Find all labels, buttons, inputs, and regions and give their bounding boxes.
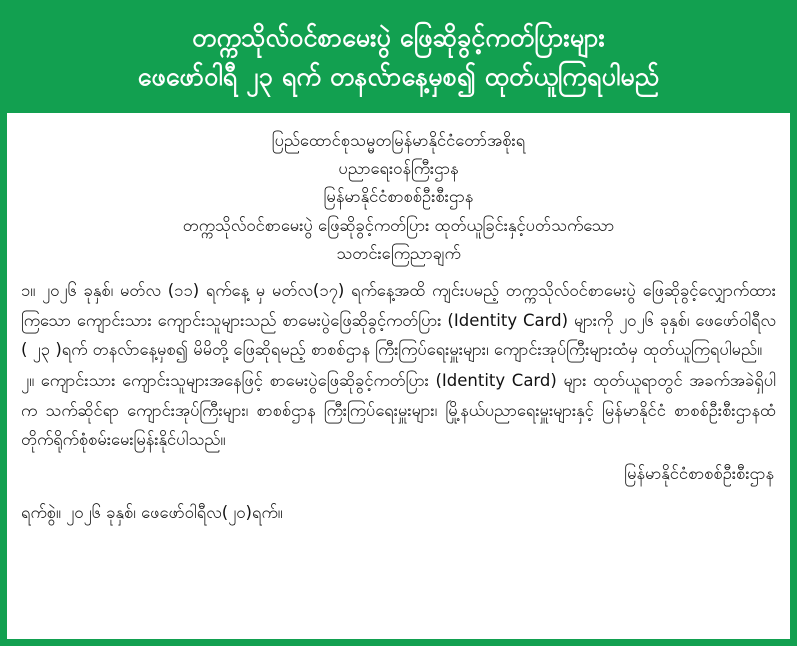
document-banner — [7, 7, 790, 113]
header-line-ministry: ပညာရေးဝန်ကြီးဌာန — [338, 158, 459, 178]
document-body — [7, 113, 790, 536]
header-line-announcement: သတင်းကြေညာချက် — [336, 244, 461, 263]
paragraph-2: ၂။ ကျောင်းသား ကျောင်းသူများအနေဖြင့် စာမေးပွဲဖြေဆိုခွင့်ကတ်ပြား (Identity Card) များ ထုတ်ယူရာတွင် အခက်အခဲရှိပါက သက်ဆိုင်ရာ ကျောင်းအုပ်ကြီးများ၊ စာစစ်ဌာန ကြီးကြပ်ရေးမှူးများ၊ မြို့နယ်ပညာရေးမှူးများနှင့် မြန်မာနိုင်ငံ စာစစ်ဦးစီးဌာနထံ တိုက်ရိုက်စုံစမ်းမေးမြန်းနိုင်ပါသည်။ — [21, 371, 776, 450]
header-line-subject: တက္ကသိုလ်ဝင်စာမေးပွဲ ဖြေဆိုခွင့်ကတ်ပြား ထုတ်ယူခြင်းနှင့်ပတ်သက်သော — [182, 215, 615, 235]
banner-title-line-1: တက္ကသိုလ်ဝင်စာမေးပွဲ ဖြေဆိုခွင့်ကတ်ပြားများ — [192, 23, 605, 52]
header-line-department: မြန်မာနိုင်ငံစာစစ်ဦးစီးဌာန — [323, 187, 474, 207]
header-line-government: ပြည်ထောင်စုသမ္မတမြန်မာနိုင်ငံတော်အစိုးရ — [271, 130, 526, 150]
banner-title-line-2: ဖေဖော်ဝါရီ ၂၃ ရက် တနလ်ာနေ့မှစ၍ ထုတ်ယူကြရပါမည် — [137, 61, 660, 91]
signature-department: မြန်မာနိုင်ငံစာစစ်ဦးစီးဌာန — [624, 463, 774, 483]
paragraph-1: ၁။ ၂၀၂၆ ခုနှစ်၊ မတ်လ (၁၁) ရက်နေ့ မှ မတ်လ(၁၇) ရက်နေ့အထိ ကျင်းပမည့် တက္ကသိုလ်ဝင်စာမေးပွဲ ဖြေဆိုခွင့်လျှောက်ထားကြသော ကျောင်းသား ကျောင်းသူများသည် စာမေးပွဲဖြေဆိုခွင့်ကတ်ပြား (Identity Card) များကို ၂၀၂၆ ခုနှစ်၊ ဖေဖော်ဝါရီလ ( ၂၃ )ရက် တနလ်ာနေ့မှစ၍ မိမိတို့ ဖြေဆိုရမည့် စာစစ်ဌာန ကြီးကြပ်ရေးမှူးများ၊ ကျောင်းအုပ်ကြီးများထံမှ ထုတ်ယူကြရပါမည်။ — [21, 281, 776, 360]
document-date: ရက်စွဲ။ ၂၀၂၆ ခုနှစ်၊ ဖေဖော်ဝါရီလ(၂၀)ရက်။ — [21, 502, 283, 522]
document-paragraphs — [21, 276, 776, 454]
document-header-block — [21, 127, 776, 269]
